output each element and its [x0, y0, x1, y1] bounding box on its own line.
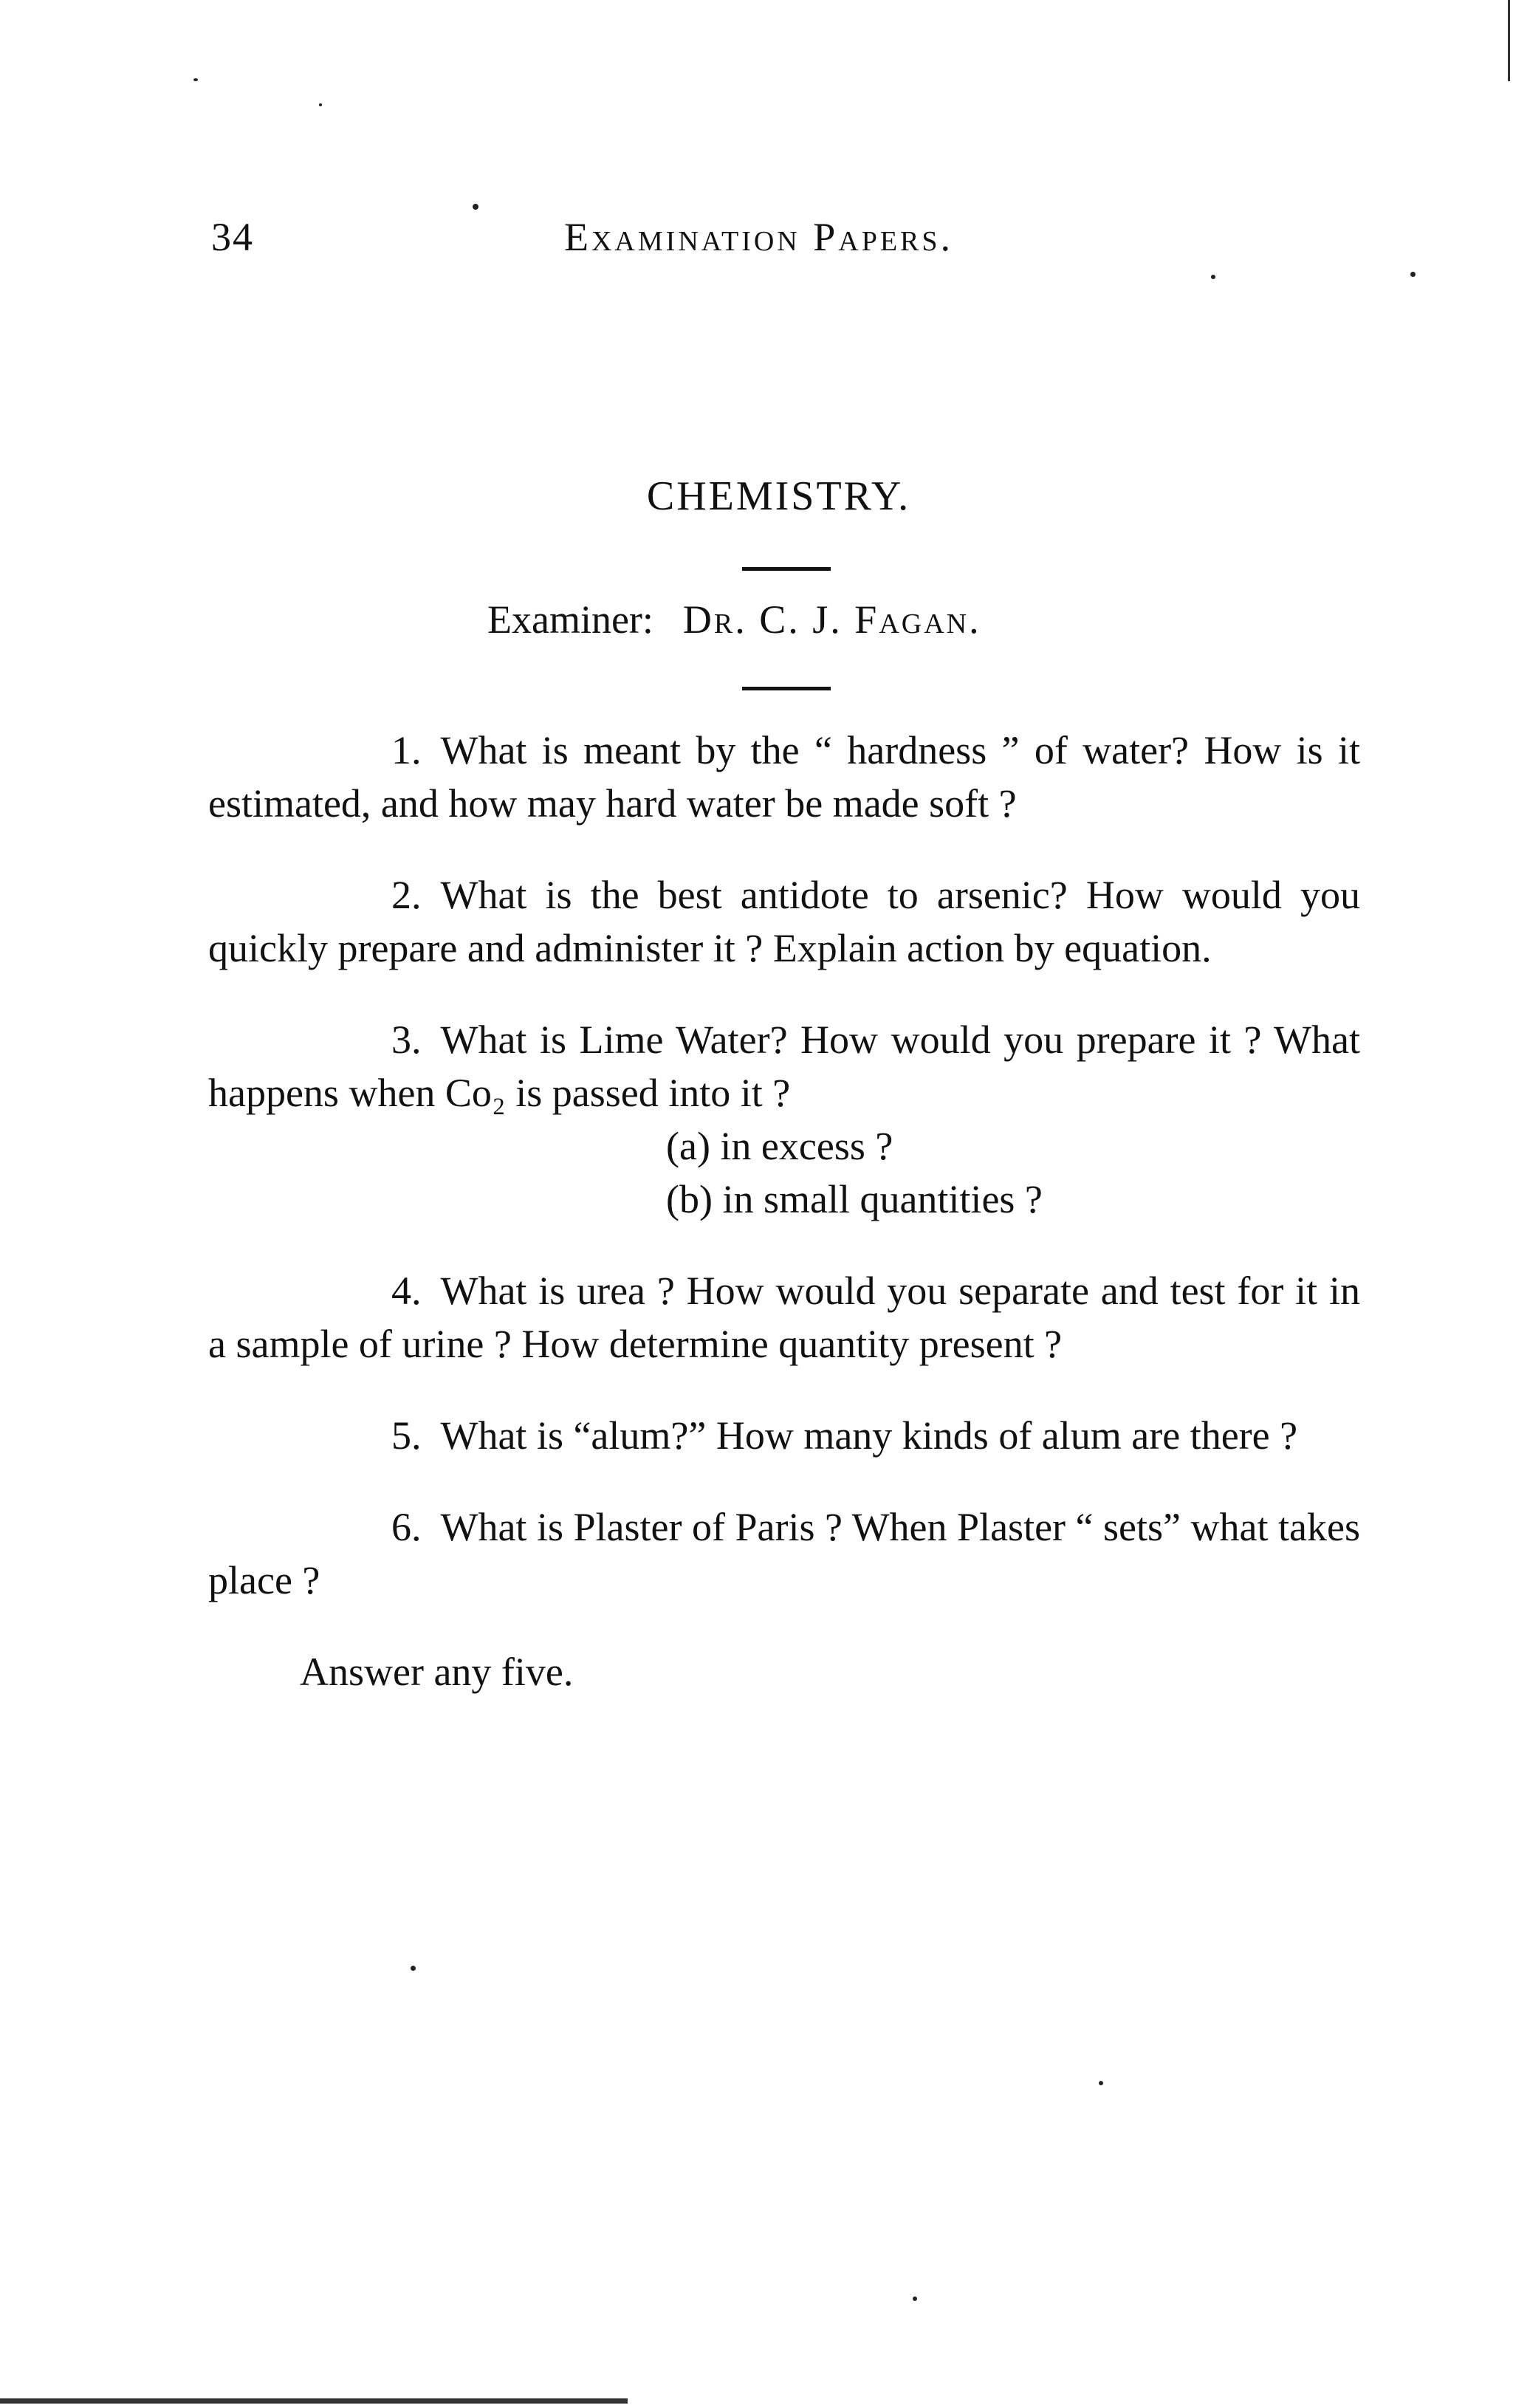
question-6 — [208, 1500, 1360, 1607]
question-2 — [208, 868, 1360, 975]
running-head — [211, 214, 1023, 273]
question-text: What is “alum?” How many kinds of alum are there ? — [440, 1413, 1298, 1458]
scan-speck — [1099, 2081, 1103, 2085]
scan-speck — [913, 2296, 917, 2301]
title-divider — [742, 567, 831, 571]
section-title: CHEMISTRY. — [646, 473, 911, 519]
scan-edge-bottom — [0, 2398, 628, 2404]
question-number: 5. — [391, 1413, 422, 1458]
question-4 — [208, 1264, 1360, 1371]
scan-speck — [473, 204, 478, 210]
question-number: 6. — [391, 1505, 422, 1549]
instruction: Answer any five. — [300, 1650, 574, 1694]
examiner-divider — [742, 687, 831, 690]
question-text: What is Lime Water? How would you prepare it ? What happens when Co₂ is passed into it ? — [208, 1018, 1360, 1115]
sub-item-b: (b) in small quantities ? — [666, 1177, 1043, 1221]
examiner-name: Dr. C. J. Fagan. — [682, 597, 981, 642]
scan-speck — [1211, 275, 1215, 279]
scan-speck — [411, 1966, 416, 1971]
question-number: 3. — [391, 1018, 422, 1062]
page-number: 34 — [211, 215, 254, 259]
question-5 — [208, 1409, 1360, 1462]
question-3 — [208, 1013, 1360, 1226]
scan-speck — [193, 78, 198, 81]
scan-edge-right — [1508, 0, 1510, 81]
question-list — [208, 724, 1360, 1737]
question-number: 2. — [391, 873, 422, 917]
question-text: What is Plaster of Paris ? When Plaster “ sets” what takes place ? — [208, 1505, 1360, 1602]
question-1 — [208, 724, 1360, 830]
question-text: What is the best antidote to arsenic? How would you quickly prepare and administer it ? Explain action by equation. — [208, 873, 1360, 970]
question-number: 4. — [391, 1269, 422, 1313]
examiner-line — [487, 597, 981, 642]
sub-item-a: (a) in excess ? — [666, 1124, 893, 1168]
running-title: Examination Papers. — [564, 215, 954, 259]
question-number: 1. — [391, 728, 422, 772]
scan-speck — [1410, 272, 1416, 277]
examiner-label: Examiner: — [487, 597, 653, 642]
scan-speck — [319, 103, 322, 106]
question-text: What is urea ? How would you separate and test for it in a sample of urine ? How determine quantity present ? — [208, 1269, 1360, 1366]
question-text: What is meant by the “ hardness ” of water? How is it estimated, and how may hard water be made soft ? — [208, 728, 1360, 826]
